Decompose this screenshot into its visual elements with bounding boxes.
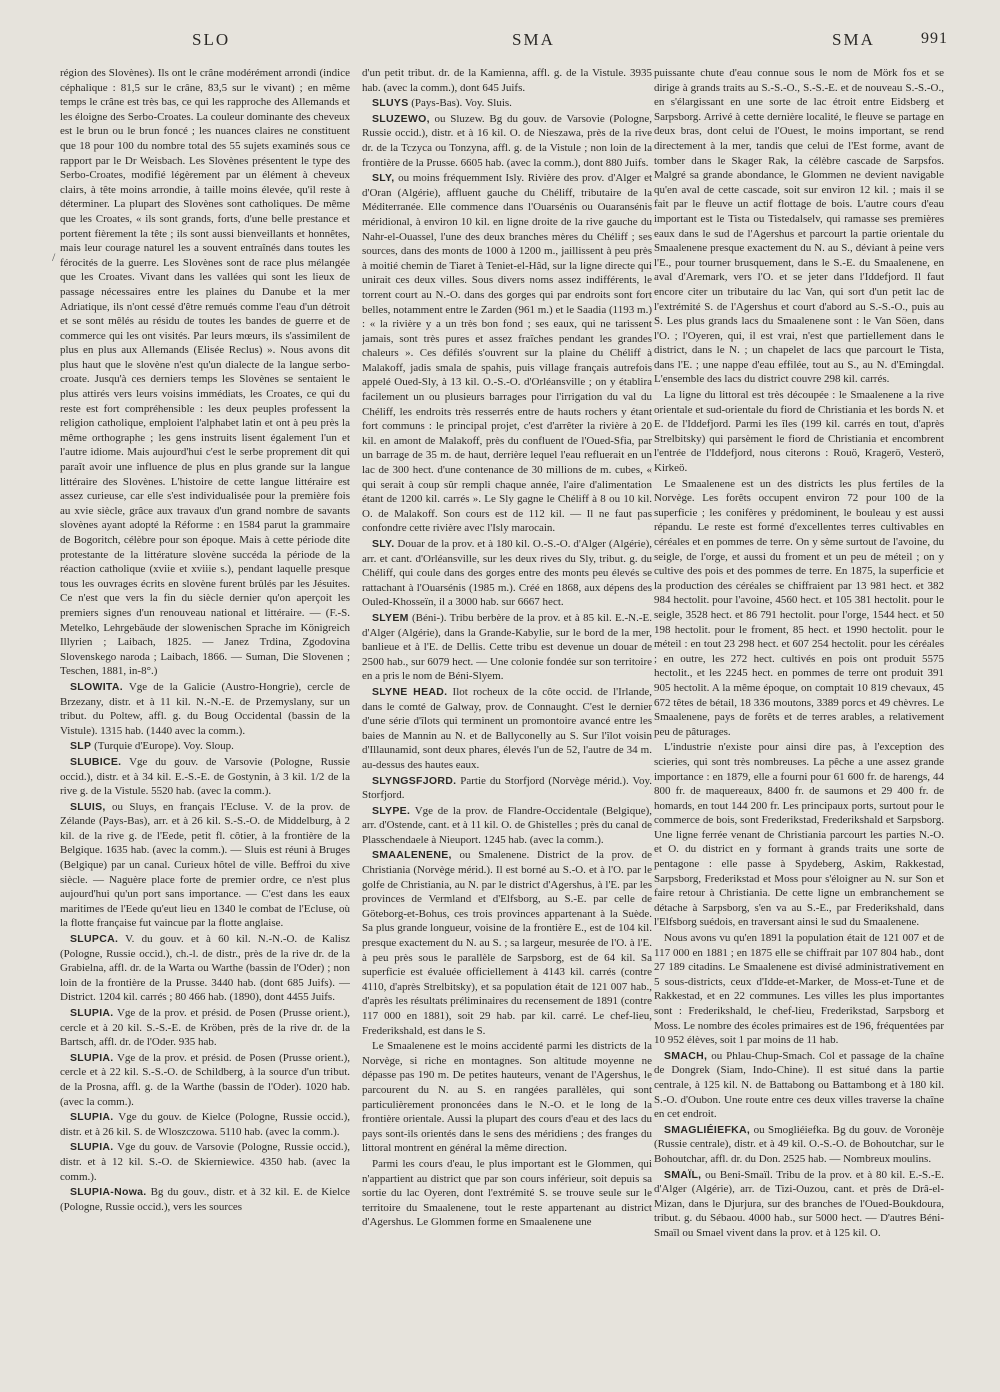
entry-text: L'industrie n'existe pour ainsi dire pas, à l'exception des scieries, qui sont très nombreuses. La pêche a une assez grande importance : en 1879, elle a fourni pour 61 600 fr. de harengs, 44 800 fr. de maquereaux, 8400 fr. de saumons et 29 400 fr. de homards, en tout 144 200 fr. Les principaux ports, surtout pour le commerce de bois, sont Frederikstad, Frederikshald et Sarpsborg. Une ligne ferrée venant de Christiania parcourt les parties N.-O. et O. du district en y formant à grands traits une sorte de pentagone : elle passe à Spydeberg, Askim, Rakkestad, Sarpsborg, Frederikstad et Moss pour s'éloigner au N. sur Son et faire retour à Christiania. De cette ligne un embranchement se détache à Sarpsborg, s'en va au S.-E., par Frederikshald, dans l'Elfsborg suédois, en traversant ainsi le sud du Smaalenene. — [654, 741, 944, 929]
entry-paragraph — [60, 1185, 350, 1214]
entry-text: ou Phlau-Chup-Smach. Col et passage de la chaîne de Dongrek (Siam, Indo-Chine). Il est situé dans la partie centrale, à 125 kil. N. de Battabong ou Battambong et à 180 kil. S.-O. d'Oubon. Une route entre ces deux villes traverse la chaîne en cet endroit. — [654, 1049, 944, 1121]
header-left-word: SLO — [192, 30, 231, 49]
header-right-word: SMA — [832, 30, 875, 49]
entry-headword: SLYEM — [372, 611, 409, 624]
entry-headword: SLUIS, — [70, 800, 106, 813]
entry-text: V. du gouv. et à 60 kil. N.-N.-O. de Kalisz (Pologne, Russie occid.), ch.-l. de distr., près de la rive dr. de la Grabielna, affl. dr. de la Warta ou Warthe (bassin de l'Oder) ; non loin de la frontière de la Prusse. 3440 hab. (dont 685 Juifs). — District. 1204 kil. carrés ; 80 466 hab. (1890), dont 4455 Juifs. — [60, 933, 350, 1004]
entry-text: Douar de la prov. et à 180 kil. O.-S.-O. d'Alger (Algérie), arr. et cant. d'Orléansville, sur les deux rives du Sly, tribut. g. du Chéliff, qui coule dans des gorges entre des monts peu élevés se rattachant à l'Ouarsénis (1985 m.). Créé en 1868, aux dépens des Ouled-Khosseïn, il a 3000 hab. sur 6667 hect. — [362, 538, 652, 609]
entry-text: (Béni-). Tribu berbère de la prov. et à 85 kil. E.-N.-E. d'Alger (Algérie), dans la Grande-Kabylie, sur le bord de la mer, banlieue et à l'E. de Dellis. Cette tribu est devenue un douar de 2500 hab., sur 6079 hect. — Une colonie fondée sur son territoire en a pris le nom de Béni-Slyem. — [362, 611, 652, 683]
entry-paragraph — [362, 848, 652, 1038]
entry-paragraph — [362, 96, 652, 111]
entry-paragraph — [60, 932, 350, 1005]
entry-paragraph — [362, 66, 652, 95]
entry-paragraph — [362, 1039, 652, 1156]
entry-paragraph — [362, 1157, 652, 1230]
entry-paragraph — [654, 388, 944, 476]
entry-text: Vge du gouv. de Varsovie (Pologne, Russie occid.), distr. et à 34 kil. E.-S.-E. de Gostynin, à 3 kil. 1/2 de la rive g. de la Vistule. 5520 hab. (avec la comm.). — [60, 755, 350, 798]
entry-paragraph — [60, 1140, 350, 1184]
entry-text: Bg du gouv., distr. et à 32 kil. E. de Kielce (Pologne, Russie occid.), vers les sources — [60, 1186, 350, 1213]
entry-text: Vge de la prov. et présid. de Posen (Prusse orient.), cercle et à 20 kil. S.-S.-E. de Kröben, près de la rive dr. de la Bartsch, affl. dr. de l'Oder. 935 hab. — [60, 1007, 350, 1049]
header-center-word: SMA — [512, 30, 555, 49]
entry-headword: SLUPIA. — [70, 1051, 114, 1064]
entry-paragraph — [60, 739, 350, 754]
entry-paragraph — [60, 680, 350, 738]
entry-text: La ligne du littoral est très découpée : le Smaalenene a la rive orientale et sud-orientale du fiord de Christiania et les bords N. et E. de l'Iddefjord. Parmi les îles (199 kil. carrés en tout, d'après Strelbitsky) qui parsèment le fiord de Christiania et encombrent l'entrée de l'Iddefjord, nous citerons : Rouö, Kragerö, Vesterö, Kirkeö. — [654, 389, 944, 475]
entry-paragraph — [362, 171, 652, 536]
entry-text: ou Sluzew. Bg du gouv. de Varsovie (Pologne, Russie occid.), distr. et à 16 kil. O. de Nieszawa, près de la rive dr. de la Tczyca ou Tonzyna, affl. g. de la Vistule ; non loin de la frontière de la Prusse. 6605 hab. (avec la comm.), dont 880 Juifs. — [362, 112, 652, 169]
entry-text: Vge du gouv. de Varsovie (Pologne, Russie occid.), distr. et à 12 kil. S.-O. de Skierniewice. 4350 hab. (avec la comm.). — [60, 1141, 350, 1183]
entry-text: Vge du gouv. de Kielce (Pologne, Russie occid.), distr. et à 26 kil. S. de Wloszczowa. 5110 hab. (avec la comm.). — [60, 1111, 350, 1138]
entry-text: d'un petit tribut. dr. de la Kamienna, affl. g. de la Vistule. 3935 hab. (avec la comm.), dont 645 Juifs. — [362, 67, 652, 94]
column-1 — [60, 66, 350, 1366]
entry-headword: SLUPIA. — [70, 1141, 114, 1154]
entry-text: ou Beni-Smaïl. Tribu de la prov. et à 80 kil. E.-S.-E. d'Alger (Algérie), arr. de Tizi-Ouzou, cant. et près de Drâ-el-Mizan, dans le Djurjura, sur des branches de l'Oued-Boukdoura, tribut. g. du Sébaou. 4000 hab., sur 5000 hect. — D'autres Béni-Smaïl ou Smael vivent dans la prov. et à 125 kil. O. — [654, 1168, 944, 1239]
entry-paragraph — [362, 804, 652, 848]
entry-paragraph — [60, 1051, 350, 1109]
entry-paragraph — [654, 1168, 944, 1241]
entry-text: ou Sluys, en français l'Ecluse. V. de la prov. de Zélande (Pays-Bas), arr. et à 26 kil. S.-S.-O. de Middelburg, à 2 kil. de la rive g. de l'Eede, petit fl. côtier, à la frontière de la Belgique. 1635 hab. (avec la comm.). — Sluis est réuni à Bruges (Belgique) par un canal. Curieux hôtel de ville. Beffroi du xive siècle. — Naguère place forte de premier ordre, ce n'est plus aujourd'hui qu'un port sans importance. — C'est dans les eaux maritimes de l'Eede qu'eut lieu en 1340 le combat de l'Ecluse, où la flotte française fut vaincue par la flotte anglaise. — [60, 800, 350, 930]
entry-paragraph — [60, 66, 350, 679]
entry-paragraph — [654, 1123, 944, 1167]
entry-paragraph — [60, 755, 350, 799]
page-number: 991 — [921, 30, 948, 47]
running-header — [60, 30, 948, 58]
entry-paragraph — [362, 611, 652, 684]
entry-text: Partie du Storfjord (Norvège mérid.). Voy. Storfjord. — [362, 774, 652, 802]
entry-headword: SLUYS — [372, 97, 409, 110]
column-3 — [654, 66, 944, 1366]
entry-headword: SLOWITA. — [70, 680, 123, 693]
entry-headword: SLUPCA. — [70, 933, 119, 946]
entry-headword: SMAGLIÉIEFKA, — [664, 1123, 751, 1136]
entry-headword: SLUPIA. — [70, 1111, 114, 1124]
entry-text: Le Smaalenene est un des districts les plus fertiles de la Norvège. Les forêts occupent environ 72 pour 100 de la superficie ; les conifères y prédominent, le bouleau y est aussi répandu. Le reste est formé d'excellentes terres cultivables en céréales et en pommes de terre. On y sème surtout de l'avoine, du seigle, de l'orge, et aussi du froment et un peu de méteil ; on y cultive des pois et des pommes de terre. En 1875, la superficie et la production des céréales se chiffraient par 13 981 hect. et 382 984 hectolit. pour l'avoine, 4560 hect. et 105 381 hectolit. pour le seigle, 3528 hect. et 86 791 hectolit. pour l'orge, 1544 hect. et 50 198 hectolit. pour le froment, 85 hect. et 1990 hectolit. pour le méteil : en tout 23 298 hect. et 607 254 hectolit. pour les céréales ; en outre, les 272 hect. cultivés en pois ont produit 5575 hectolit., et les 2245 hect. en pommes de terre ont produit 391 905 hectolit. A la même époque, on comptait 10 819 chevaux, 45 672 têtes de bétail, 18 336 moutons, 3389 porcs et 49 chèvres. Le Smaalenene, pays de forêts et de terres arables, a relativement peu de pâturages. — [654, 477, 944, 738]
entry-text: région des Slovènes). Ils ont le crâne modérément arrondi (indice céphalique : 81,5 sur le crâne, 83,5 sur le vivant) ; en même temps le crâne est très bas, ce qui les rapproche des Allemands et les éloigne des Serbo-Croates. La couleur dominante des cheveux est le brun ou le brun foncé ; les nuances claires ne constituent que 18 pour 100 du nombre total des 55 sujets examinés sous ce rapport par le Dr Weisbach. Les Slovènes présentent le type des Serbo-Croates, modifié légèrement par un élément à cheveux clairs, à tête moins arrondie, à taille moins élevée, qu'il reste à déterminer. La plupart des Slovènes sont catholiques. De même que les Croates, « ils sont grands, forts, d'une belle prestance et portent fièrement la tête ; ils sont aussi bienveillants et honnêtes, mais leur courage naturel les a souvent entraînés dans toutes les férocités de la guerre. Les Slovènes sont de race plus mélangée que les Croates. Vivant dans les vallées qui sont les lieux de passage nécessaires entre les plaines du Danube et la mer Adriatique, ils n'ont cessé d'être remués comme l'eau d'un détroit et se sont mêlés au résidu de toutes les bandes de guerre et de commerce qui les ont visités. Par leurs mœurs, ils s'assimilent de plus en plus aux Allemands (Elisée Reclus) ». Nous avons dit plus haut que le slovène n'est qu'un dialecte de la langue serbo-croate. Jusqu'à ces derniers temps les Slovènes se sentaient le plus attirés vers leurs voisins immédiats, les Croates, ce qui du reste est fort compréhensible : les deux peuples professent la religion catholique, emploient l'alphabet latin et ont à peu près la même orthographe ; les gens instruits lisent également l'un et l'autre idiome. Mais aujourd'hui c'est le serbe proprement dit qui paraît avoir une influence de plus en plus grande sur la langue littéraire des Slovènes. L'histoire de cette langue littéraire est assez curieuse, car elle s'est individualisée pour la première fois au xvie siècle, grâce aux travaux d'un grand nombre de savants slovènes ayant adopté la Réforme : en 1584 parut la grammaire de Bogoritch, célèbre pour son époque. Mais à cette période dite protestante de la littérature slovène succéda la période de la réaction catholique (xviie et xviiie s.), pendant laquelle presque tous les ouvrages écrits en slovène furent brûlés par les Jésuites. Ce n'est que vers la fin du siècle dernier qu'on aperçoit les premiers signes d'un renouveau national et littéraire. — (F.-S. Metelko, Lehrgebäude der slowenischen Sprache im Königreich Illyrien ; Laibach, 1825. — Janez Trdina, Zgodovina Slovenskego naroda ; Laibach, 1866. — Suman, Die Slovenen ; Teschen, 1881, in-8°.) — [60, 67, 350, 678]
entry-paragraph — [60, 800, 350, 931]
entry-paragraph — [60, 1110, 350, 1139]
entry-headword: SLUZEWO, — [372, 112, 430, 125]
entry-text: Vge de la Galicie (Austro-Hongrie), cercle de Brzezany, distr. et à 11 kil. N.-N.-E. de Przemyslany, sur un tribut. du Poltew, affl. g. du Boug Occidental (bassin de la Vistule). 1315 hab. (1440 avec la comm.). — [60, 680, 350, 737]
entry-text: ou moins fréquemment Isly. Rivière des prov. d'Alger et d'Oran (Algérie), affluent gauche du Chéliff, tributaire de la Méditerranée. Elle commence dans l'Ouarsénis ou Ouaransénis méridional, à environ 10 kil. en ligne droite de la rive gauche du Nahr-el-Ouassel, l'une des deux branches mères du Chéliff ; ses sources, dans des monts de 1000 à 1200 m., jaillissent à peu près à moitié chemin de Tiaret à Teniet-el-Hâd, sur la ligne directe qui unirait ces deux villes. Sous divers noms assez indifférents, le torrent court au N.-O. dans des gorges qui par endroits sont fort belles, notamment entre le Zarden (961 m.) et le Saadia (1193 m.) : « la rivière y a un très bon fond ; ses eaux, qui ne tarissent jamais, sont très pures et assez fraîches pendant les grandes chaleurs ». Ces défilés s'ouvrent sur la plaine du Chéliff à Malakoff, jadis smala de spahis, puis village français autrefois appelé Oued-Sly, à 13 kil. O.-S.-O. d'Orléansville ; on y établira facilement un ou plusieurs barrages pour l'irrigation du val du Chéliff, les endroits très resserrés entre de hauts rochers y étant fort communs : le principal projet, c'est d'arrêter la rivière à 20 kil. en amont de Malakoff, près du confluent de l'Oued-Sfia, par un barrage de 35 m. de haut, derrière lequel l'eau refluerait en un lac de 300 hect. d'une contenance de 30 millions de m. cubes, « qui serait à coup sûr rempli chaque année, l'aire d'alimentation étant de 1200 kil. carrés ». Le Sly gagne le Chéliff à 8 ou 10 kil. O. de Malakoff. Son cours est de 112 kil. — Il ne faut pas confondre cette rivière avec l'Isly marocain. — [362, 172, 652, 535]
entry-headword: SLYPE. — [372, 804, 411, 817]
entry-headword: SMAALENENE, — [372, 849, 452, 862]
entry-paragraph — [362, 537, 652, 610]
column-2 — [362, 66, 652, 1366]
entry-headword: SLYNGSFJORD. — [372, 774, 457, 787]
entry-paragraph — [60, 1006, 350, 1050]
entry-paragraph — [362, 112, 652, 170]
entry-text: puissante chute d'eau connue sous le nom de Mörk fos et se dirige à grands traits au S.-S.-O., S.-S.-E. et de nouveau S.-S.-O., en s'élargissant en une sorte de lac étroit entre Eidsberg et Sarpsborg. Arrivé à cette dernière localité, le fleuve se partage en deux bras, dont celui de l'Ouest, le moins important, se rend directement à la mer, tandis que celui de l'Est forme, avant de tomber dans le Skager Rak, la célèbre cascade de Sarpsfos. Malgré sa grande abondance, le Glommen ne devient navigable qu'en aval de cette cascade, soit sur environ 12 kil. ; mais il se fait par le fleuve un actif flottage de bois. L'autre cours d'eau important est le Tista ou Tistedalselv, qui ramasse ses premières eaux dans le sud de l'Agershus et parcourt la partie orientale du Smaalenene presque exactement du N. au S., déviant à peine vers l'E., pour tourner brusquement, dans le S.-E. du Smaalenene, en aval d'Aremark, vers l'O. et se jeter dans l'Iddefjord. Il faut encore citer un tributaire du lac Van, qui sort d'un petit lac de l'extrémité S. de l'Agershus et court d'abord au S.-S.-O., puis au S. Les plus grands lacs du Smaalenene sont : le Van Söen, dans l'O. ; l'Oyeren, qui, il est vrai, n'est que partiellement dans le district, dans le N. ; un chapelet de lacs que parcourt le Tista, dans l'E. ; une nappe d'eau effilée, tout au S., au N. d'Emingdal. L'ensemble des lacs du district couvre 298 kil. carrés. — [654, 67, 944, 386]
entry-headword: SLP — [70, 740, 92, 753]
entry-paragraph — [654, 477, 944, 740]
entry-text: Le Smaalenene est le moins accidenté parmi les districts de la Norvège, si riche en montagnes. Son altitude moyenne ne dépasse pas 190 m. De petites hauteurs, venant de l'Agershus, le parcourent du N. au S. en rangées parallèles, qui sont particulièrement prononcées dans le N.-O. et le long de la frontière orientale. Aussi la plupart des cours d'eau et des lacs du pays sont-ils orientés dans le sens des méridiens ; des franges du littoral montrent en général la même direction. — [362, 1040, 652, 1155]
entry-paragraph — [362, 685, 652, 773]
entry-paragraph — [654, 1049, 944, 1122]
entry-headword: SLUPIA-Nowa. — [70, 1186, 147, 1199]
entry-text: ou Smalenene. District de la prov. de Christiania (Norvège mérid.). Il est borné au S.-O. et à l'O. par le golfe de Christiania, au N. par le district d'Agershus, à l'E. par les provinces de Vermland et d'Elfsborg, au S.-E. par celle de Göteborg-et-Bohus, ces trois provinces appartenant à la Suède. Sa plus grande longueur, voisine de la frontière E., est de 104 kil. presque exactement du N. au S. ; sa largeur, mesurée de l'O. à l'E. à peu près sous le parallèle de Sarpsborg, est de 64 kil. Sa superficie est évaluée officiellement à 4143 kil. carrés (contre 4110, d'après Strelbitsky), et sa population était de 121 007 hab., d'après les résultats préliminaires du recensement de 1891 (contre 117 000 en 1881), soit 29 hab. par kil. carré. Le chef-lieu, Frederikshald, est dans le S. — [362, 849, 652, 1037]
entry-headword: SLUPIA. — [70, 1007, 114, 1019]
entry-text: Ilot rocheux de la côte occid. de l'Irlande, dans le comté de Galway, prov. de Connaught. C'est le dernier d'une série d'îlots qui terminent un promontoire avancé entre les baies de Mannin au N. et de Ballyconelly au S. Sur l'îlot voisin d'Illaunamid, sont deux phares, élevés l'un de 52, l'autre de 34 m. au-dessus des hautes eaux. — [362, 685, 652, 771]
entry-headword: SLY, — [372, 172, 395, 185]
entry-text: Vge de la prov. de Flandre-Occidentale (Belgique), arr. d'Ostende, cant. et à 11 kil. O. de Ghistelles ; près du canal de Plasschendaele à Nieuport. 1245 hab. (avec la comm.). — [362, 804, 652, 846]
entry-headword: SMAÏL, — [664, 1168, 702, 1181]
entry-text: (Turquie d'Europe). Voy. Sloup. — [94, 740, 234, 753]
entry-paragraph — [654, 66, 944, 387]
entry-text: Nous avons vu qu'en 1891 la population était de 121 007 et de 117 000 en 1881 ; en 1875 elle se chiffrait par 107 804 hab., dont 27 189 citadins. Le Smaalenene est divisé administrativement en 5 sous-districts, ceux d'Idde-et-Marker, de Moss-et-Tune et de Rakkestad, et en 22 communes. Les villes les plus importantes sont : Frederikshald, le chef-lieu, Frederikstad, Sarpsborg et Moss. Le nombre des écoles primaires est de 196, fréquentées par 10 952 élèves, soit 1 par moins de 11 hab. — [654, 932, 944, 1047]
entry-text: ou Smogliéiefka. Bg du gouv. de Voronèje (Russie centrale), distr. et à 49 kil. O.-S.-O. de Bohoutchar, sur le Bohoutchar, affl. dr. du Don. 2525 hab. — Nombreux moulins. — [654, 1123, 944, 1165]
entry-paragraph — [362, 774, 652, 803]
entry-headword: SMACH, — [664, 1049, 708, 1062]
entry-text: (Pays-Bas). Voy. Sluis. — [411, 97, 512, 110]
entry-text: Vge de la prov. et présid. de Posen (Prusse orient.), cercle et à 22 kil. S.-S.-O. de Schildberg, à la source d'un tribut. de la Prosna, affl. g. de la Warthe (bassin de l'Oder). 1020 hab. (avec la comm.). — [60, 1051, 350, 1108]
margin-mark: / — [52, 250, 56, 264]
entry-headword: SLYNE HEAD. — [372, 685, 448, 698]
entry-headword: SLY. — [372, 538, 395, 550]
entry-text: Parmi les cours d'eau, le plus important est le Glommen, qui n'appartient au district que par son cours inférieur, soit depuis sa sortie du lac Oyeren, dont l'extrémité S. se trouve seule sur le territoire du Smaalenene, tout le reste appartenant au district d'Agershus. Le Glommen forme en Smaalenene une — [362, 1157, 652, 1229]
entry-headword: SLUBICE. — [70, 755, 122, 768]
entry-paragraph — [654, 931, 944, 1048]
entry-paragraph — [654, 740, 944, 930]
